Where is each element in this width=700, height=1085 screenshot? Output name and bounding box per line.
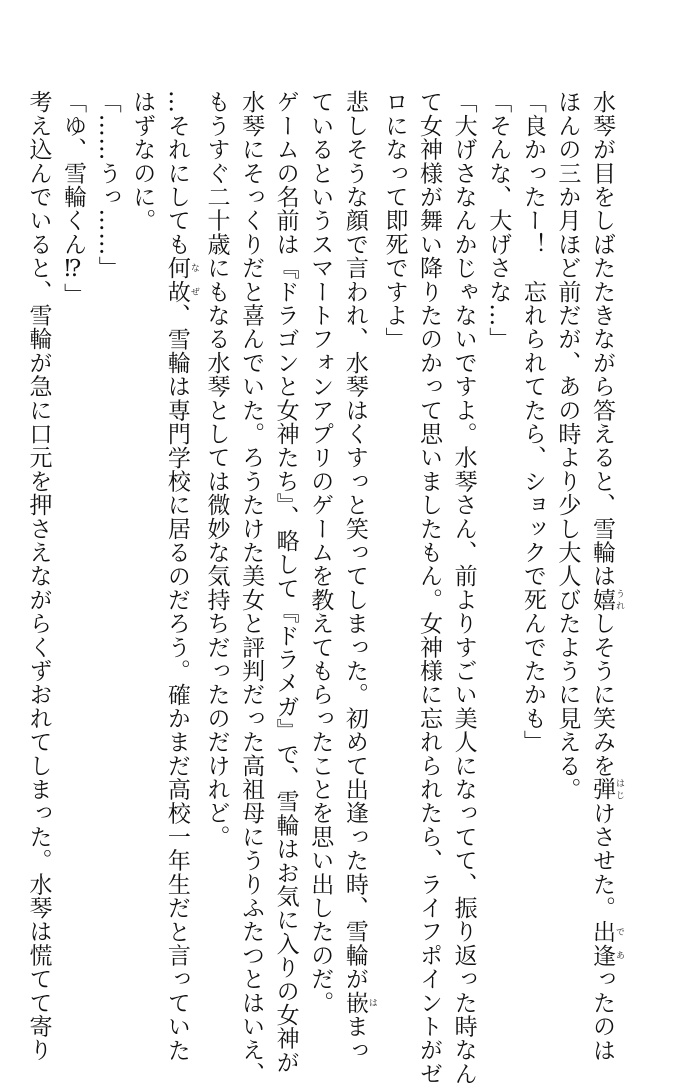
text-segment: まっ <box>341 1014 368 1062</box>
ruby-word <box>589 777 624 802</box>
text-segment: 「良かったー！ 忘れられてたら、ショックで死んでたかも」 <box>519 90 546 754</box>
text-segment: はずなのに。 <box>129 90 156 233</box>
text-segment: 「大げさなんかじゃないですよ。水琴さん、前よりすごい美人になってて、振り返った時なん <box>450 90 477 1085</box>
text-segment: ゲームの名前は『ドラゴンと女神たち』、略して『ドラメガ』で、雪輪はお気に入りの女神が <box>272 90 299 1074</box>
text-line <box>90 90 125 950</box>
text-line <box>446 90 481 1085</box>
text-segment: しそうに笑みを <box>589 611 615 778</box>
ruby-base: 出逢 <box>589 919 615 967</box>
text-line <box>337 90 377 1062</box>
text-line <box>125 90 160 950</box>
ruby-word <box>163 255 199 304</box>
text-line <box>411 90 446 1085</box>
text-segment: て女神様が舞い降りたのかって思いましたもん。女神様に忘れられたら、ライフポイントがゼ <box>416 90 443 1085</box>
text-segment: ロになって即死ですよ」 <box>381 90 408 351</box>
ruby-base: 弾 <box>589 777 615 802</box>
text-segment: 水琴が目をしばたたきながら答えると、雪輪は <box>589 90 615 588</box>
text-segment: 「……うっ……」 <box>94 90 121 280</box>
text-line <box>159 90 199 1062</box>
text-line <box>584 90 624 1062</box>
ruby-base: 嵌 <box>341 990 368 1015</box>
ruby-word <box>341 990 377 1015</box>
text-segment: ほんの三か月ほど前だが、あの時より少し大人びたように見える。 <box>554 90 581 801</box>
text-line <box>21 90 56 1062</box>
text-segment: 「ゆ、雪輪くん⁉」 <box>60 90 87 307</box>
text-line <box>377 90 412 950</box>
text-segment: 、雪輪は専門学校に居るのだろう。確かまだ高校一年生だと言っていた <box>163 303 190 1062</box>
text-line <box>233 90 268 1085</box>
vertical-text-body <box>21 90 624 1085</box>
ruby-reading: はじ <box>614 777 624 802</box>
ruby-reading: うれ <box>614 587 624 612</box>
text-line <box>268 90 303 1074</box>
ruby-reading: なぜ <box>188 255 199 304</box>
text-segment: けさせた。 <box>589 801 615 920</box>
text-line <box>481 90 516 950</box>
text-segment: 水琴にそっくりだと喜んでいた。ろうたけた美女と評判だった高祖母にうりふたつとはいえ、 <box>238 90 265 1085</box>
text-line <box>515 90 550 950</box>
ruby-word <box>589 587 624 612</box>
text-line <box>199 90 234 950</box>
text-segment: 悲しそうな顔で言われ、水琴はくすっと笑ってしまった。初めて出逢った時、雪輪が <box>341 90 368 991</box>
ruby-base: 嬉 <box>589 587 615 612</box>
text-segment: 「そんな、大げさな…」 <box>485 90 512 351</box>
text-line <box>550 90 585 950</box>
text-segment: ているというスマートフォンアプリのゲームを教えてもらったことを思い出したのだ。 <box>307 90 334 1015</box>
ruby-base: 何故 <box>163 255 190 304</box>
text-segment: もうすぐ二十歳にもなる水琴としては微妙な気持ちだったのだけれど。 <box>203 90 230 849</box>
ruby-word <box>589 919 624 967</box>
text-line <box>303 90 338 1015</box>
text-segment: …それにしても <box>163 90 190 256</box>
text-segment: ったのは <box>589 966 615 1062</box>
text-segment: 考え込んでいると、雪輪が急に口元を押さえながらくずおれてしまった。水琴は慌てて寄り <box>25 90 52 1062</box>
text-line <box>56 90 91 950</box>
ruby-reading: は <box>366 990 377 1015</box>
ruby-reading: であ <box>614 919 624 967</box>
